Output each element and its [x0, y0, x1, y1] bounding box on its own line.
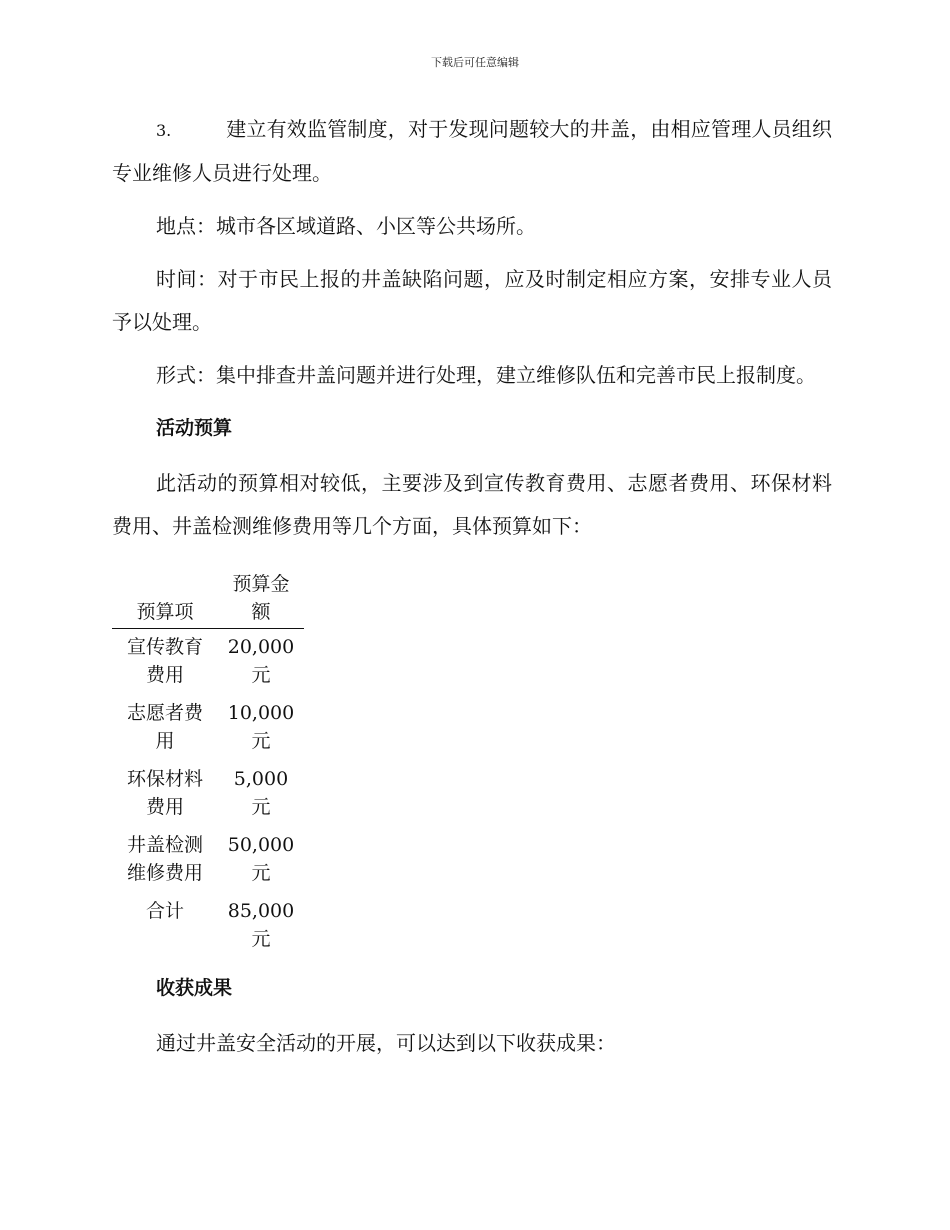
- table-row-total: [112, 893, 304, 959]
- document-body: [112, 108, 832, 1075]
- budget-item-cell: 环保材料费用: [126, 768, 203, 818]
- time-paragraph: 时间：对于市民上报的井盖缺陷问题，应及时制定相应方案，安排专业人员予以处理。: [112, 267, 832, 334]
- location-paragraph: 地点：城市各区域道路、小区等公共场所。: [156, 214, 536, 238]
- budget-total-amount: 85,000元: [227, 900, 295, 950]
- budget-amount-cell: 10,000元: [227, 702, 295, 752]
- budget-heading: 活动预算: [156, 417, 233, 439]
- table-row: [112, 629, 304, 696]
- item-3-paragraph: [112, 108, 832, 195]
- budget-table: [112, 570, 304, 959]
- column-header-amount: 预算金额: [218, 570, 304, 629]
- budget-total-label: 合计: [145, 900, 184, 922]
- column-header-item: 预算项: [112, 570, 218, 629]
- table-row: [112, 761, 304, 827]
- budget-amount-cell: 20,000元: [227, 636, 295, 686]
- item-3-text: 建立有效监管制度，对于发现问题较大的井盖，由相应管理人员组织专业维修人员进行处理。: [112, 117, 832, 185]
- form-paragraph: 形式：集中排查井盖问题并进行处理，建立维修队伍和完善市民上报制度。: [156, 363, 816, 387]
- item-3-number: 3.: [156, 121, 172, 140]
- budget-table-header-row: [112, 570, 304, 629]
- budget-amount-cell: 5,000元: [233, 768, 289, 818]
- budget-item-cell: 志愿者费用: [126, 702, 203, 752]
- table-row: [112, 827, 304, 893]
- results-intro: 通过井盖安全活动的开展，可以达到以下收获成果：: [156, 1031, 616, 1055]
- budget-item-cell: 宣传教育费用: [126, 636, 203, 686]
- budget-amount-cell: 50,000元: [227, 834, 295, 884]
- results-heading: 收获成果: [156, 977, 233, 999]
- table-row: [112, 695, 304, 761]
- budget-intro: 此活动的预算相对较低，主要涉及到宣传教育费用、志愿者费用、环保材料费用、井盖检测维修费用等几个方面，具体预算如下：: [112, 471, 832, 538]
- page-header: 下载后可任意编辑: [431, 56, 519, 69]
- budget-item-cell: 井盖检测维修费用: [126, 834, 203, 884]
